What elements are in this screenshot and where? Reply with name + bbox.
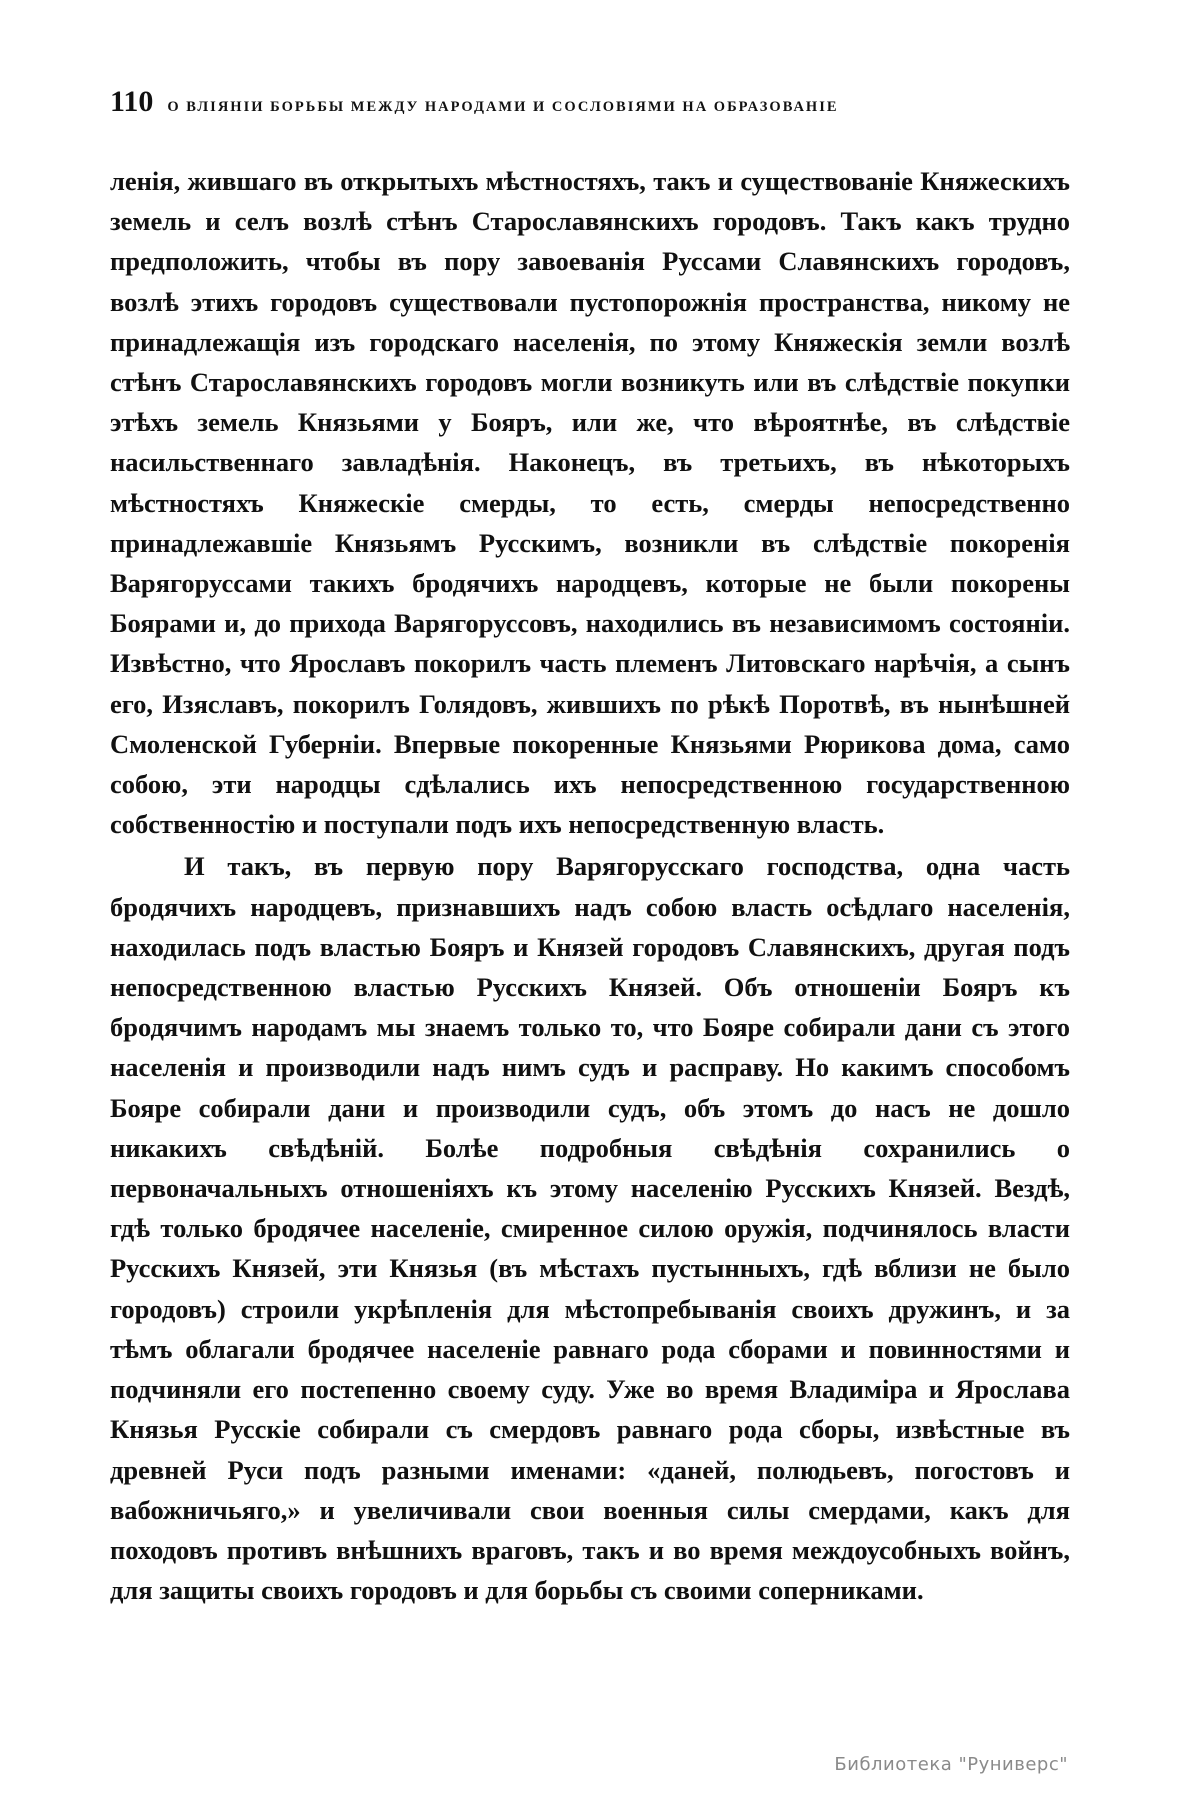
book-page — [110, 85, 1070, 1775]
paragraph-2: И такъ, въ первую пору Варягорусскаго господства, одна часть бродячихъ народцевъ, признавшихъ надъ собою власть осѣдлаго населенія, находилась подъ властью Бояръ и Князей городовъ Славянскихъ, другая подъ непосредственною властью Русскихъ Князей. Объ отношеніи Бояръ къ бродячимъ народамъ мы знаемъ только то, что Бояре собирали дани съ этого населенія и производили надъ нимъ судъ и расправу. Но какимъ способомъ Бояре собирали дани и производили судъ, объ этомъ до насъ не дошло никакихъ свѣдѣній. Болѣе подробныя свѣдѣнія сохранились о первоначальныхъ отношеніяхъ къ этому населенію Русскихъ Князей. Вездѣ, гдѣ только бродячее населеніе, смиренное силою оружія, подчинялось власти Русскихъ Князей, эти Князья (въ мѣстахъ пустынныхъ, гдѣ вблизи не было городовъ) строили укрѣпленія для мѣстопребыванія своихъ дружинъ, и за тѣмъ облагали бродячее населеніе равнаго рода сборами и повинностями и подчиняли его постепенно своему суду. Уже во время Владиміра и Ярослава Князья Русскіе собирали съ смердовъ равнаго рода сборы, извѣстные въ древней Руси подъ разными именами: «даней, полюдьевъ, погостовъ и вабожничьяго,» и увеличивали свои военныя силы смердами, какъ для походовъ противъ внѣшнихъ враговъ, такъ и во время междоусобныхъ войнъ, для защиты своихъ городовъ и для борьбы съ своими соперниками. — [110, 851, 1070, 1606]
library-watermark: Библиотека "Руниверс" — [834, 1754, 1068, 1775]
page-number: 110 — [110, 85, 154, 118]
running-header — [110, 85, 1070, 125]
paragraph-1: ленія, жившаго въ открытыхъ мѣстностяхъ, такъ и существованіе Княжескихъ земель и селъ возлѣ стѣнъ Старославянскихъ городовъ. Такъ какъ трудно предположить, чтобы въ пору завоеванія Руссами Славянскихъ городовъ, возлѣ этихъ городовъ существовали пустопорожнія пространства, никому не принадлежащія изъ городскаго населенія, по этому Княжескія земли возлѣ стѣнъ Старославянскихъ городовъ могли возникуть или въ слѣдствіе покупки этѣхъ земель Князьями у Бояръ, или же, что вѣроятнѣе, въ слѣдствіе насильственнаго завладѣнія. Наконецъ, въ третьихъ, въ нѣкоторыхъ мѣстностяхъ Княжескіе смерды, то есть, смерды непосредственно принадлежавшіе Князьямъ Русскимъ, возникли въ слѣдствіе покоренія Варягоруссами такихъ бродячихъ народцевъ, которые не были покорены Боярами и, до прихода Варягоруссовъ, находились въ независимомъ состояніи. Извѣстно, что Ярославъ покорилъ часть племенъ Литовскаго нарѣчія, а сынъ его, Изяславъ, покорилъ Голядовъ, жившихъ по рѣкѣ Поротвѣ, въ нынѣшней Смоленской Губерніи. Впервые покоренные Князьями Рюрикова дома, само собою, эти народцы сдѣлались ихъ непосредственною государственною собственностію и поступали подъ ихъ непосредственную власть. — [110, 166, 1070, 840]
body-text — [110, 161, 1070, 1610]
running-title: О ВЛІЯНІИ БОРЬБЫ МЕЖДУ НАРОДАМИ И СОСЛОВІЯМИ НА ОБРАЗОВАНІЕ — [167, 99, 839, 115]
